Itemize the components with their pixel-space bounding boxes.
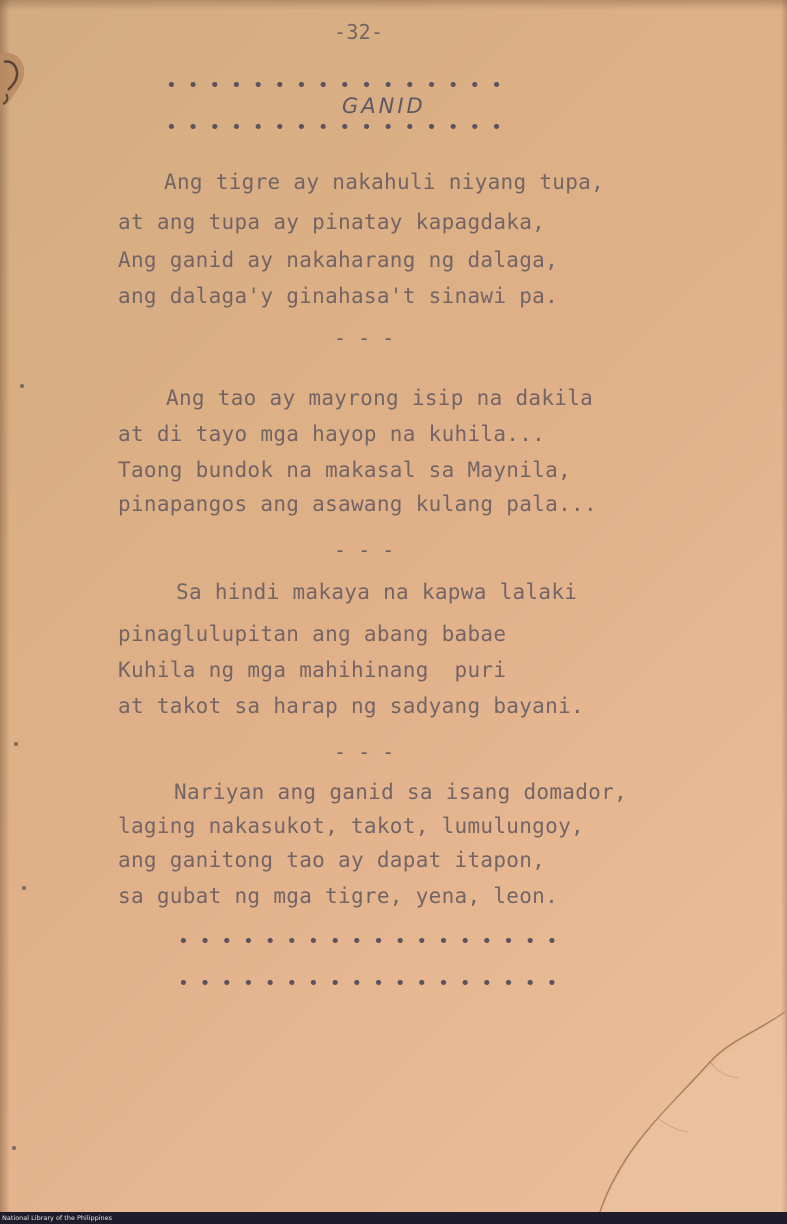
- margin-speck: [14, 742, 18, 746]
- closing-dot-row-1: • • • • • • • • • • • • • • • • • •: [178, 931, 558, 952]
- stanza-separator-1: - - -: [334, 326, 395, 350]
- stanza-3-line-2: pinaglulupitan ang abang babae: [118, 622, 507, 646]
- margin-speck: [20, 384, 24, 388]
- poem-title: GANID: [342, 94, 426, 118]
- page-number: -32-: [334, 20, 384, 44]
- stanza-separator-3: - - -: [334, 740, 395, 764]
- stanza-1-line-2: at ang tupa ay pinatay kapagdaka,: [118, 210, 546, 234]
- library-credit: National Library of the Philippines: [2, 1214, 113, 1222]
- scan-footer-bar: [0, 1212, 787, 1224]
- stanza-1-line-1: Ang tigre ay nakahuli niyang tupa,: [164, 170, 605, 194]
- stanza-4-line-4: sa gubat ng mga tigre, yena, leon.: [118, 884, 559, 908]
- stanza-1-line-4: ang dalaga'y ginahasa't sinawi pa.: [118, 284, 559, 308]
- stanza-4-line-3: ang ganitong tao ay dapat itapon,: [118, 848, 546, 872]
- margin-speck: [12, 1146, 16, 1150]
- binding-tab-mark: [0, 48, 28, 108]
- stanza-2-line-4: pinapangos ang asawang kulang pala...: [118, 492, 597, 516]
- stanza-3-line-4: at takot sa harap ng sadyang bayani.: [118, 694, 584, 718]
- stanza-separator-2: - - -: [334, 538, 395, 562]
- stanza-3-line-3: Kuhila ng mga mahihinang puri: [118, 658, 507, 682]
- closing-dot-row-2: • • • • • • • • • • • • • • • • • •: [178, 973, 558, 994]
- stanza-2-line-3: Taong bundok na makasal sa Maynila,: [118, 458, 572, 482]
- page-left-shadow: [0, 0, 10, 1212]
- stanza-4-line-2: laging nakasukot, takot, lumulungoy,: [118, 814, 584, 838]
- stanza-2-line-2: at di tayo mga hayop na kuhila...: [118, 422, 546, 446]
- title-dot-row: • • • • • • • • • • • • • • • •: [166, 117, 502, 138]
- stanza-1-line-3: Ang ganid ay nakaharang ng dalaga,: [118, 248, 559, 272]
- top-dot-row: • • • • • • • • • • • • • • • •: [166, 75, 502, 96]
- stanza-2-line-1: Ang tao ay mayrong isip na dakila: [166, 386, 594, 410]
- stanza-4-line-1: Nariyan ang ganid sa isang domador,: [174, 780, 628, 804]
- margin-speck: [22, 886, 26, 890]
- page-top-shadow: [0, 0, 787, 10]
- paper-tear-crease: [560, 1000, 787, 1212]
- stanza-3-line-1: Sa hindi makaya na kapwa lalaki: [176, 580, 578, 604]
